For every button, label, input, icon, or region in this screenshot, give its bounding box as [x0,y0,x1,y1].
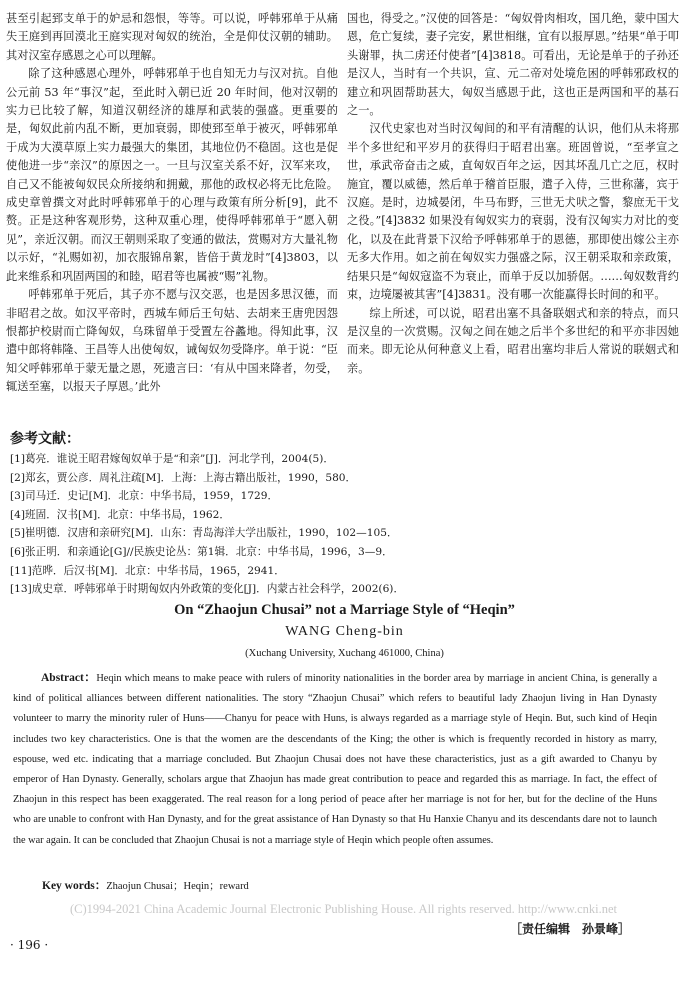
body-paragraph: 除了这种感恩心理外，呼韩邪单于也自知无力与汉对抗。自他公元前 53 年“事汉”起，至此时入朝已近 20 年时间，他对汉朝的实力已比较了解，知道汉朝经济的雄厚和武装的强盛。更重要的是，匈奴此前内乱不断，更加衰弱，即使郅至单于被灭，呼韩邪单于成为大漠草原上实力最强大的集团，其地位仍不稳固。这也是促使他进一步“亲汉”的原因之一。一旦与汉室关系不好，汉军来攻，自己又不能被匈奴民众所接纳和拥戴，那他的政权必将无比危险。成史章曾撰文对此时呼韩邪单于的心理与政策有所分析[9]，此不赘。正是这种客观形势，这种双重心理，使得呼韩邪单于“愿入朝见”，亲近汉朝。而汉王朝则采取了变通的做法，赏赐对方大量礼物以示好，“礼赐如初，加衣服锦帛絮，皆倍于黄龙时”[4]3803，以此来维系和巩固两国的和睦，昭君等也属被“赐”礼物。 [6,67,338,283]
reference-item: [11]范晔．后汉书[M]．北京：中华书局，1965，2941． [10,564,285,577]
reference-item: [2]郑玄，贾公彦．周礼注疏[M]．上海：上海古籍出版社，1990，580． [10,471,357,484]
keywords-text: Zhaojun Chusai；Heqin；reward [106,881,249,892]
right-column [347,10,679,378]
body-paragraph: 国也，得受之。”汉使的回答是：“匈奴骨肉相攻，国几绝，蒙中国大恩，危亡复续，妻子完安，累世相继，宜有以报厚恩。”结果“单于叩头谢罪，执二虏还付使者”[4]3818。可看出，无论是单于的子孙还是汉人，当时有一个共识，宣、元二帝对处境危困的呼韩邪政权的建立和巩固帮助甚大，匈奴当感恩于此，这也正是两国和平的基石之一。 [347,12,679,118]
keywords-line [42,877,249,893]
english-author: WANG Cheng-bin [285,624,404,639]
keywords-label: Key words： [42,880,107,892]
body-paragraph: 综上所述，可以说，昭君出塞不具备联姻式和亲的特点，而只是汉皇的一次赏赐。汉匈之间在她之后半个多世纪的和平亦非因她而来。即无论从何种意义上看，昭君出塞均非后人常说的联姻式和亲。 [347,306,679,375]
abstract-label: Abstract： [41,672,97,684]
body-paragraph: 呼韩邪单于死后，其子亦不愿与汉交恶，也是因多思汉德，而非昭君之故。如汉平帝时，西城车师后王句姑、去胡来王唐兜因怨恨都护校尉而亡降匈奴，乌珠留单于受置左谷蠡地。得知此事，汉遣中郎将韩隆、王昌等人出使匈奴，诫匈奴勿受降序。单于说：“臣知父呼韩邪单于蒙无量之恩，死遗言曰：‘有从中国来降者，勿受，辄送至塞，以报天子厚恩。’此外 [6,288,338,394]
body-paragraph: 甚至引起郅支单于的妒忌和怨恨，等等。可以说，呼韩邪单于从痛失王庭到再回漠北王庭实现对匈奴的统治，全是仰仗汉朝的辅助。其对汉室存感恩之心可以理解。 [6,12,338,62]
english-abstract [13,668,657,851]
left-column [6,10,338,397]
reference-item: [4]班固．汉书[M]．北京：中华书局，1962． [10,508,230,521]
references-heading: 参考文献： [10,431,80,447]
body-paragraph: 汉代史家也对当时汉匈间的和平有清醒的认识，他们从未将那半个多世纪和平岁月的获得归于昭君出塞。班固曾说，“至孝宣之世，承武帝奋击之威，直匈奴百年之运，因其坏乱几亡之厄，权时施宜，覆以威德，然后单于稽首臣服，遣子入侍，三世称藩，宾于汉庭。是时，边城晏闭，牛马布野，三世无犬吠之警，黎庶无干戈之役。”[4]3832 如果没有匈奴实力的衰弱，没有汉匈实力对比的变化，以及在此背景下汉给予呼韩邪单于的恩德，那即使出嫁公主亦无多大作用。如之前在匈奴实力强盛之际，汉王朝采取和亲政策，结果只是“匈奴寇盗不为衰止，而单于反以加骄倨。……匈奴数背约束，边境屡被其害”[4]3831。没有哪一次能赢得长时间的和平。 [347,122,679,302]
abstract-text: Heqin which means to make peace with rulers of minority nationalities in the border area by marriage in ancient China, is generally a kind of political alliances between different nationalities. The story “Zhaojun Chusai” which refers to beautiful lady Zhaojun living in Han Dynasty volunteer to marry the minority ruler of Huns——Chanyu for peace with Huns, is always regarded as a marriage style of Heqin. But, such kind of Heqin includes two key characteristics. One is that the women are the descendants of the King; the other is which is frequently recorded in history as marry, espouse, wed etc. indicating that a marriage concluded. But Zhaojun Chusai does not have these characteristics, just as a gift awarded to Chanyu by emperor of Han Dynasty. Generally, scholars argue that Zhaojun has made great contribution to peace and regarded this as marriage. In fact, the effect of Zhaojun in this respect has been exaggerated. The real reason for a long period of peace after her marriage is not for her, but for the decline of the Huns who are unable to confront with Han Dynasty, and for the great assistance of Han Dynasty so that Hu Hanxie Chanyu and its descendants dare not to launch the war again. It can be concluded that Zhaojun Chusai is not a marriage style of Heqin which people often assumes. [13,673,658,846]
english-title: On “Zhaojun Chusai” not a Marriage Style of “Heqin” [174,602,515,618]
reference-item: [5]崔明德．汉唐和亲研究[M]．山东：青岛海洋大学出版社，1990，102—105． [10,527,398,540]
copyright-watermark: (C)1994-2021 China Academic Journal Electronic Publishing House. All rights reserved. http://www.cnki.net [70,902,618,916]
reference-item: [13]成史章．呼韩邪单于时期匈奴内外政策的变化[J]．内蒙古社会科学，2002(6)． [10,583,405,596]
reference-item: [3]司马迁．史记[M]．北京：中华书局，1959，1729． [10,490,279,503]
references-list [10,450,670,599]
english-affiliation: (Xuchang University, Xuchang 461000, China) [245,648,444,659]
page-number: · 196 · [10,938,49,952]
editor-credit: ［责任编辑 孙景峰］ [510,922,631,936]
reference-item: [1]葛亮．谁说王昭君嫁匈奴单于是“和亲”[J]．河北学刊，2004(5)． [10,453,334,465]
body-columns [6,10,684,422]
reference-item: [6]张正明．和亲通论[G]//民族史论丛：第1辑．北京：中华书局，1996，3—9． [10,545,393,558]
